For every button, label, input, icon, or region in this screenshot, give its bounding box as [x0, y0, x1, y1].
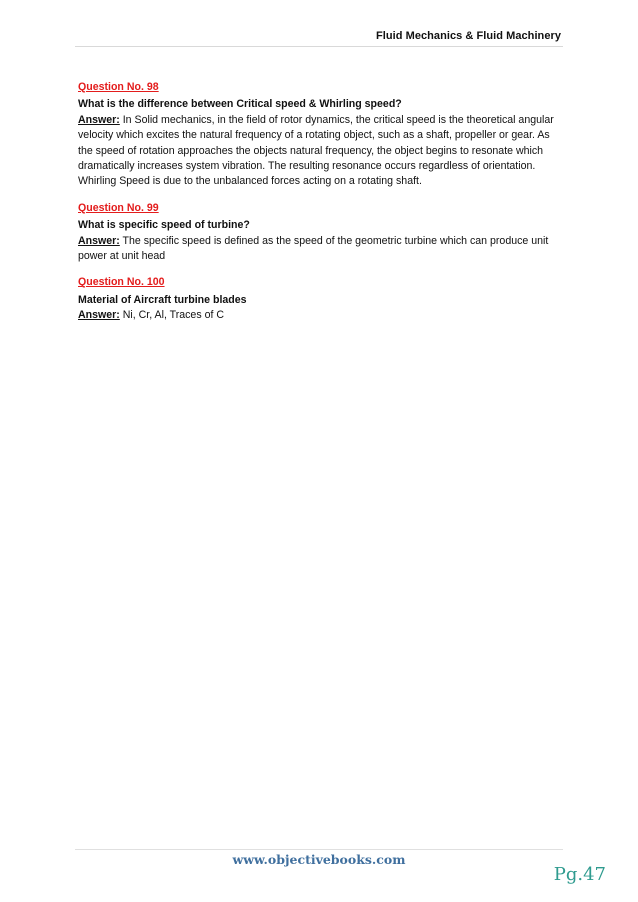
answer-text: The specific speed is defined as the speed of the geometric turbine which can produce unit power at unit head	[78, 234, 549, 263]
answer-label: Answer:	[78, 234, 120, 247]
question-text: What is specific speed of turbine?	[78, 219, 250, 232]
question-block-99	[78, 201, 564, 265]
answer-label: Answer:	[78, 113, 120, 126]
footer-website-link[interactable]: www.objectivebooks.com	[232, 852, 406, 867]
question-number: Question No. 99	[78, 201, 159, 214]
question-number: Question No. 100	[78, 276, 165, 289]
answer-extra-text: Whirling Speed is due to the unbalanced forces acting on a rotating shaft.	[78, 175, 422, 188]
answer-text: Ni, Cr, Al, Traces of C	[119, 309, 224, 322]
answer-paragraph	[78, 234, 564, 265]
answer-label: Answer:	[78, 309, 120, 322]
footer-divider	[75, 849, 563, 850]
page-number: Pg.47	[553, 864, 606, 885]
header-divider	[75, 46, 563, 47]
question-block-98	[78, 80, 564, 190]
answer-paragraph	[78, 113, 564, 175]
question-text: What is the difference between Critical speed & Whirling speed?	[78, 98, 402, 111]
document-body	[78, 80, 564, 335]
question-text: Material of Aircraft turbine blades	[78, 293, 247, 306]
answer-text: In Solid mechanics, in the field of rotor dynamics, the critical speed is the theoretical angular velocity which excites the natural frequency of a rotating object, such as a shaft, propeller or gear. As the speed of rotation approaches the objects natural frequency, the object begins to resonate which dramatically increases system vibration. The resulting resonance occurs regardless of orientation.	[78, 113, 554, 173]
answer-paragraph	[78, 308, 564, 323]
question-number: Question No. 98	[78, 81, 159, 93]
page-header-title: Fluid Mechanics & Fluid Machinery	[375, 30, 561, 42]
question-block-100	[78, 275, 564, 323]
